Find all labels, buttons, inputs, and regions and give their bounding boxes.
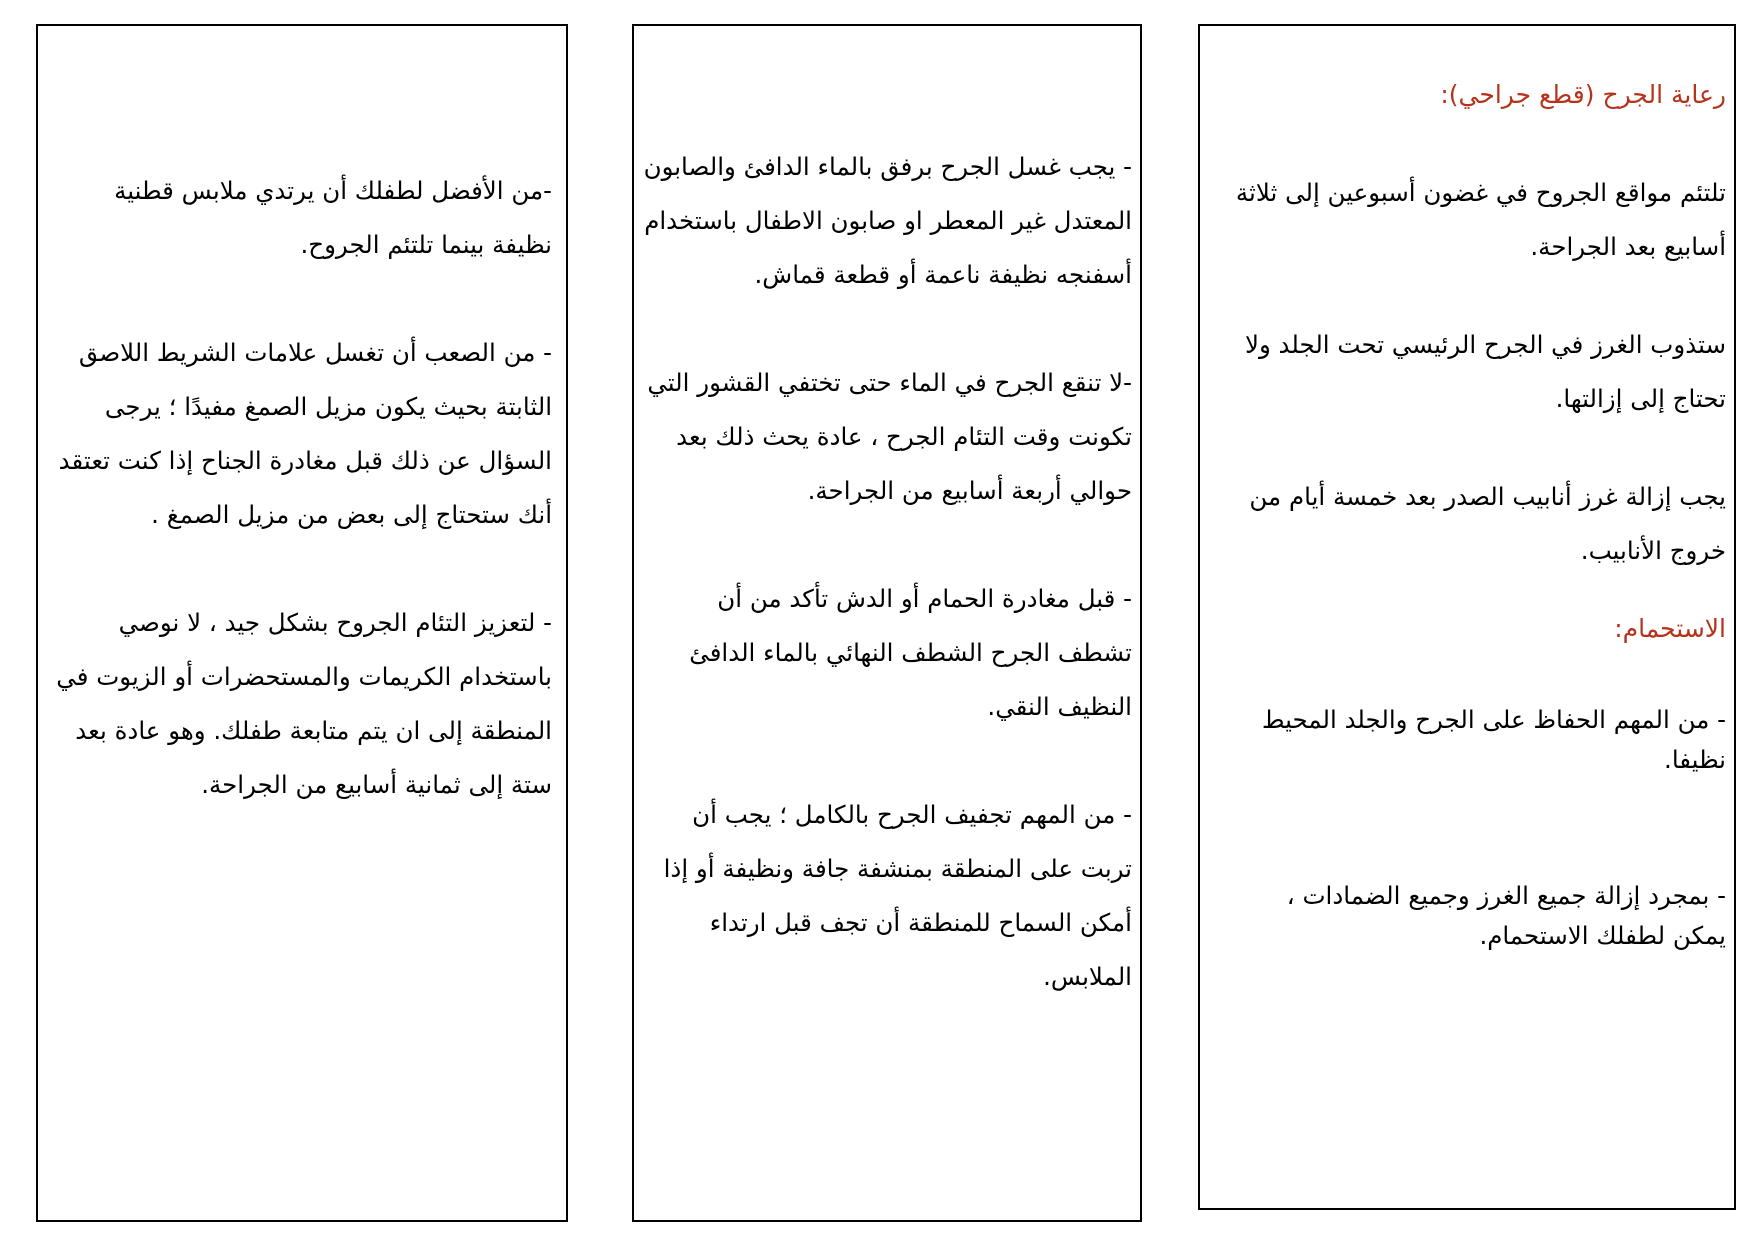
right-panel [1198, 24, 1736, 1210]
left-panel [36, 24, 568, 1222]
right-paragraph-keep-clean: - من المهم الحفاظ على الجرح والجلد المحيط نظيفا. [1261, 705, 1726, 774]
wound-care-heading: رعاية الجرح (قطع جراحي): [1440, 80, 1726, 109]
middle-paragraph-rinsing: - قبل مغادرة الحمام أو الدش تأكد من أن تشطف الجرح الشطف النهائي بالماء الدافئ النظيف النقي. [689, 584, 1132, 721]
bathing-heading: الاستحمام: [1614, 614, 1726, 643]
right-paragraph-chest-tubes: يجب إزالة غرز أنابيب الصدر بعد خمسة أيام من خروج الأنابيب. [1249, 482, 1726, 565]
right-paragraph-bathing-allowed: - بمجرد إزالة جميع الغرز وجميع الضمادات ، يمكن لطفلك الاستحمام. [1286, 881, 1726, 950]
middle-paragraph-soaking: -لا تنقع الجرح في الماء حتى تختفي القشور التي تكونت وقت التئام الجرح ، عادة يحث ذلك بعد حوالي أربعة أسابيع من الجراحة. [647, 368, 1132, 505]
middle-panel [632, 24, 1142, 1222]
left-paragraph-clothing: -من الأفضل لطفلك أن يرتدي ملابس قطنية نظيفة بينما تلتئم الجروح. [114, 176, 552, 259]
left-paragraph-creams: - لتعزيز التئام الجروح بشكل جيد ، لا نوصي باستخدام الكريمات والمستحضرات أو الزيوت في المنطقة إلى ان يتم متابعة طفلك. وهو عادة بعد ستة إلى ثمانية أسابيع من الجراحة. [56, 608, 552, 799]
left-paragraph-adhesive-remover: - من الصعب أن تغسل علامات الشريط اللاصق الثابتة بحيث يكون مزيل الصمغ مفيدًا ؛ يرجى السؤال عن ذلك قبل مغادرة الجناح إذا كنت تعتقد أنك ستحتاج إلى بعض من مزيل الصمغ . [58, 338, 552, 529]
middle-paragraph-washing: - يجب غسل الجرح برفق بالماء الدافئ والصابون المعتدل غير المعطر او صابون الاطفال باستخدام أسفنجه نظيفة ناعمة أو قطعة قماش. [643, 152, 1132, 289]
right-paragraph-healing-time: تلتئم مواقع الجروح في غضون أسبوعين إلى ثلاثة أسابيع بعد الجراحة. [1235, 178, 1726, 261]
right-paragraph-stitches-dissolve: ستذوب الغرز في الجرح الرئيسي تحت الجلد ولا تحتاج إلى إزالتها. [1244, 330, 1726, 413]
middle-paragraph-drying: - من المهم تجفيف الجرح بالكامل ؛ يجب أن تربت على المنطقة بمنشفة جافة ونظيفة أو إذا أمكن السماح للمنطقة أن تجف قبل ارتداء الملابس. [663, 800, 1132, 991]
